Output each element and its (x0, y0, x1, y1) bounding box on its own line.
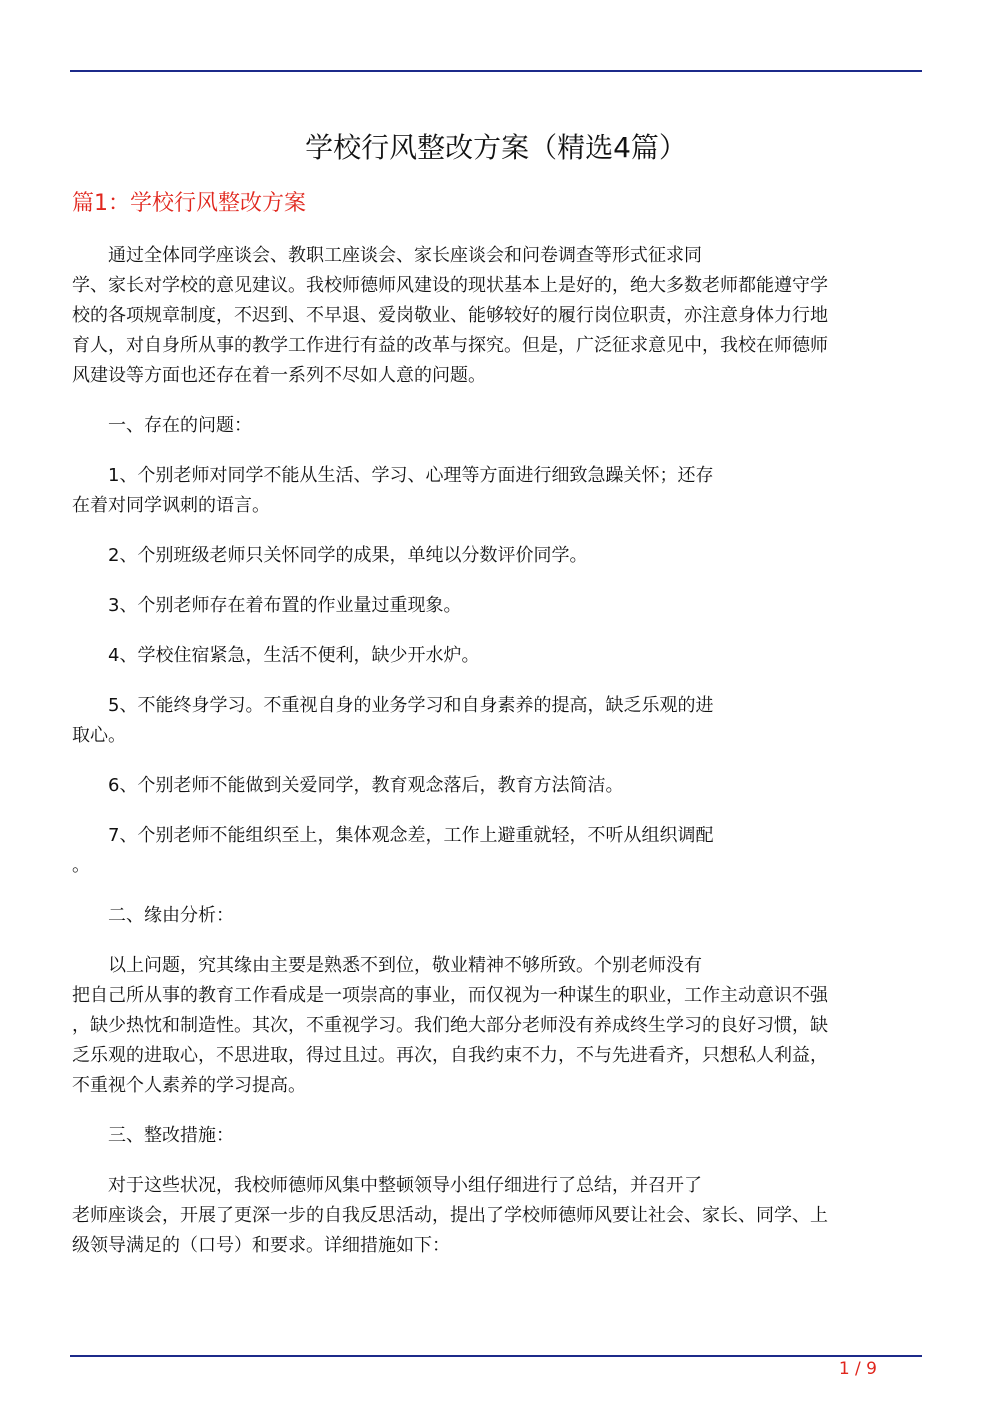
paragraph (72, 541, 922, 571)
paragraph-line: 5、不能终身学习。不重视自身的业务学习和自身素养的提高，缺乏乐观的进 (108, 695, 714, 716)
paragraph-line: 一、存在的问题： (108, 415, 252, 436)
paragraph-line: 以上问题，究其缘由主要是熟悉不到位，敬业精神不够所致。个别老师没有 (108, 955, 702, 976)
paragraph-line: 7、个别老师不能组织至上，集体观念差，工作上避重就轻，不听从组织调配 (108, 825, 714, 846)
paragraph (72, 591, 922, 621)
paragraph-line: 二、缘由分析： (108, 905, 234, 926)
paragraph (72, 691, 922, 751)
paragraph (72, 411, 922, 441)
paragraph-line: 通过全体同学座谈会、教职工座谈会、家长座谈会和问卷调查等形式征求同 (108, 245, 702, 266)
paragraph (72, 241, 922, 391)
paragraph-line: 校的各项规章制度，不迟到、不早退、爱岗敬业、能够较好的履行岗位职责，亦注意身体力行地 (72, 305, 828, 326)
paragraph-line: ，缺少热忱和制造性。其次，不重视学习。我们绝大部分老师没有养成终生学习的良好习惯，缺 (72, 1015, 828, 1036)
paragraph-line: 对于这些状况，我校师德师风集中整顿领导小组仔细进行了总结，并召开了 (108, 1175, 702, 1196)
paragraph-line: 6、个别老师不能做到关爱同学，教育观念落后，教育方法简洁。 (108, 775, 624, 796)
paragraph-line: 在着对同学讽刺的语言。 (72, 495, 270, 516)
page-number: 1 / 9 (838, 1359, 877, 1379)
paragraph-line: 。 (72, 855, 90, 876)
paragraph (72, 1171, 922, 1261)
paragraph-line: 取心。 (72, 725, 126, 746)
paragraph-line: 2、个别班级老师只关怀同学的成果，单纯以分数评价同学。 (108, 545, 588, 566)
paragraph-line: 学、家长对学校的意见建议。我校师德师风建设的现状基本上是好的，绝大多数老师都能遵守学 (72, 275, 828, 296)
document-title: 学校行风整改方案（精选4篇） (305, 131, 687, 164)
paragraph (72, 1121, 922, 1151)
paragraph (72, 461, 922, 521)
paragraph-line: 把自己所从事的教育工作看成是一项崇高的事业，而仅视为一种谋生的职业，工作主动意识不强 (72, 985, 828, 1006)
paragraph-line: 不重视个人素养的学习提高。 (72, 1075, 306, 1096)
paragraph (72, 951, 922, 1101)
paragraph (72, 821, 922, 881)
paragraph (72, 901, 922, 931)
paragraph (72, 641, 922, 671)
header-rule (70, 70, 922, 72)
paragraph-line: 级领导满足的（口号）和要求。详细措施如下： (72, 1235, 450, 1256)
paragraph-line: 4、学校住宿紧急，生活不便利，缺少开水炉。 (108, 645, 480, 666)
paragraph-line: 老师座谈会，开展了更深一步的自我反思活动，提出了学校师德师风要让社会、家长、同学、上 (72, 1205, 828, 1226)
paragraph-line: 风建设等方面也还存在着一系列不尽如人意的问题。 (72, 365, 486, 386)
section-heading: 篇1：学校行风整改方案 (72, 191, 306, 216)
paragraph-line: 3、个别老师存在着布置的作业量过重现象。 (108, 595, 462, 616)
paragraph-line: 三、整改措施： (108, 1125, 234, 1146)
paragraph-line: 育人，对自身所从事的教学工作进行有益的改革与探究。但是，广泛征求意见中，我校在师德师 (72, 335, 828, 356)
paragraph-line: 乏乐观的进取心，不思进取，得过且过。再次，自我约束不力，不与先进看齐，只想私人利益， (72, 1045, 828, 1066)
paragraph (72, 771, 922, 801)
paragraph-line: 1、个别老师对同学不能从生活、学习、心理等方面进行细致急躁关怀；还存 (108, 465, 714, 486)
document-body (72, 241, 922, 1281)
